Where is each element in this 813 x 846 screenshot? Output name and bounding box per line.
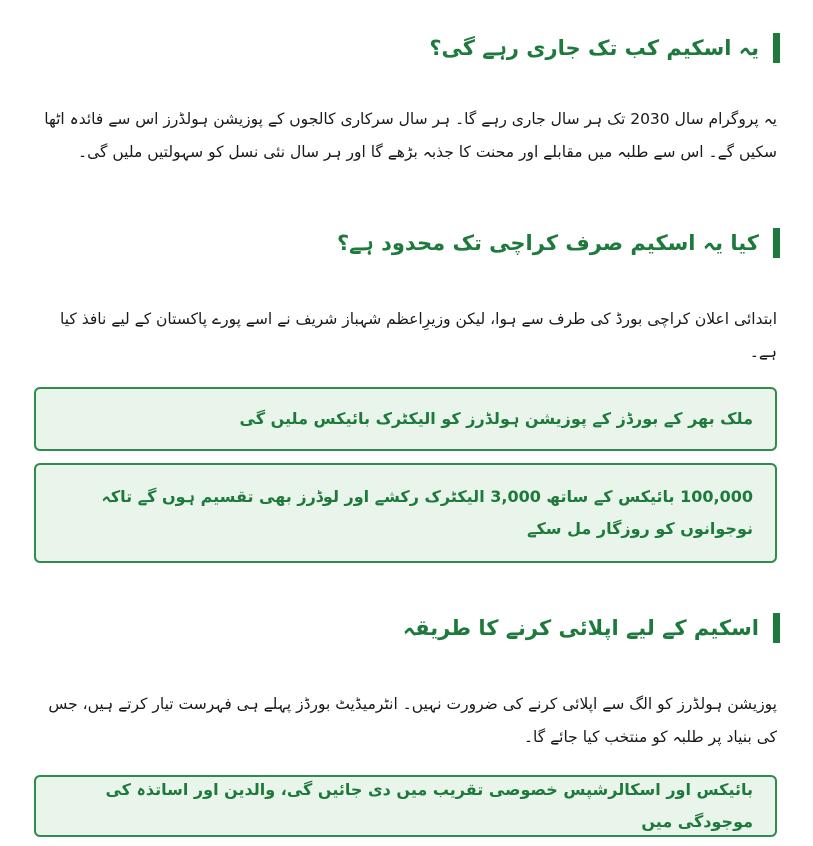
paragraph-scope: ابتدائی اعلان کراچی بورڈ کی طرف سے ہوا، لیکن وزیرِاعظم شہباز شریف نے اسے پورے پاکستان کے لیے نافذ کیا ہے۔: [60, 310, 777, 361]
heading-accent-bar: [773, 613, 780, 643]
callout-ceremony: [34, 775, 777, 837]
paragraph-duration: یہ پروگرام سال 2030 تک ہر سال جاری رہے گا۔ ہر سال سرکاری کالجوں کے پوزیشن ہولڈرز اس سے فائدہ اٹھا سکیں گے۔ اس سے طلبہ میں مقابلے اور محنت کا جذبہ بڑھے گا اور ہر سال نئی نسل کو سہولتیں ملیں گی۔: [44, 110, 777, 161]
section-heading-apply: [403, 613, 780, 643]
callout-distribution: [34, 463, 777, 563]
callout-text: بائیکس اور اسکالرشپس خصوصی تقریب میں دی جائیں گی، والدین اور اساتذہ کی موجودگی میں: [105, 780, 753, 831]
section-heading-duration: [429, 33, 780, 63]
section-heading-scope: [337, 228, 780, 258]
heading-accent-bar: [773, 228, 780, 258]
heading-accent-bar: [773, 33, 780, 63]
callout-text: ملک بھر کے بورڈز کے پوزیشن ہولڈرز کو الیکٹرک بائیکس ملیں گی: [239, 409, 753, 428]
heading-text: اسکیم کے لیے اپلائی کرنے کا طریقہ: [402, 616, 759, 640]
paragraph-apply: پوزیشن ہولڈرز کو الگ سے اپلائی کرنے کی ضرورت نہیں۔ انٹرمیڈیٹ بورڈز پہلے ہی فہرست تیار کرتے ہیں، جس کی بنیاد پر طلبہ کو منتخب کیا جائے گا۔: [48, 695, 777, 746]
callout-text: 100,000 بائیکس کے ساتھ 3,000 الیکٹرک رکشے اور لوڈرز بھی تقسیم ہوں گے تاکہ نوجوانوں کو روزگار مل سکے: [101, 487, 753, 538]
heading-text: کیا یہ اسکیم صرف کراچی تک محدود ہے؟: [336, 231, 759, 255]
callout-nationwide: [34, 387, 777, 451]
heading-text: یہ اسکیم کب تک جاری رہے گی؟: [429, 36, 759, 60]
